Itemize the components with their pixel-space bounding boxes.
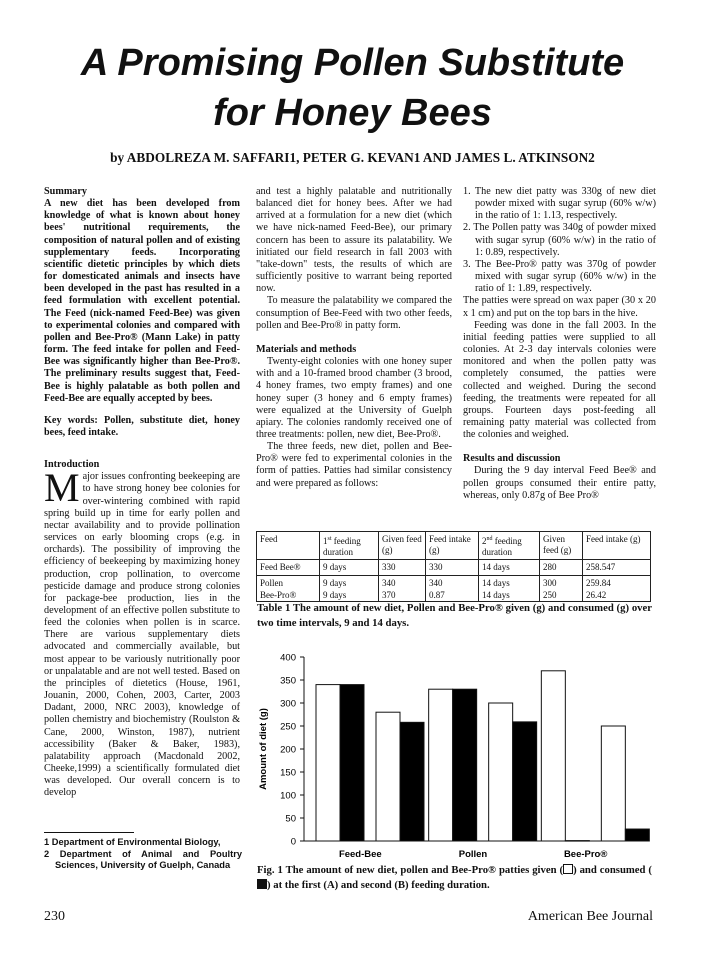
table-header-row	[257, 532, 651, 560]
table-cell: 14 days	[479, 575, 540, 590]
bar-consumed	[453, 689, 477, 841]
table-cell: 330	[426, 560, 479, 576]
col2-paragraph-1: and test a highly palatable and nutritionally balanced diet for honey bees. After we had arrived at a formulation for a new diet (which we have nick-named Feed-Bee), our primary concern has been to assure its palatability. We initiated our field research in fall 2003 with "take-down" tests, the results of which are sufficiently positive to warrant being reported now.	[256, 186, 452, 295]
y-tick-label: 350	[280, 675, 296, 687]
list-item-3: 3. The Bee-Pro® patty was 370g of powder mixed with sugar syrup (60% w/w) in the ratio of 1: 1.89, respectively.	[463, 258, 656, 295]
y-axis-label: Amount of diet (g)	[258, 708, 269, 790]
footnote-rule	[44, 832, 134, 833]
consumed-legend-swatch	[257, 879, 267, 889]
bar-consumed	[400, 722, 424, 841]
title-line-1: A Promising Pollen Substitute	[80, 42, 625, 84]
table-cell: Bee-Pro®	[257, 590, 320, 601]
summary-text: A new diet has been developed from knowledge of what is known about honey bees' nutritional requirements, the composition of natural pollen and of existing supplementary feeds. Incorporating scientific dietetic principles by which diets for domesticated animals and insects have been developed in the past has resulted in a feed formulation with excellent potential. The Feed (nick-named Feed-Bee) was given to experimental colonies and compared with pollen and Bee-Pro® (Mann Lake) in patty form. The feed intake for pollen and Feed-Bee was significantly higher than Bee-Pro®. The preliminary results suggest that, Feed-Bee is highly palatable as both pollen and Feed-Bee are equally accepted by bees.	[44, 198, 240, 404]
column-1	[44, 186, 240, 800]
table-cell: 258.547	[583, 560, 651, 576]
table-cell: 340	[379, 575, 426, 590]
dropcap-letter: M	[44, 465, 80, 511]
table-caption: Table 1 The amount of new diet, Pollen and Bee-Pro® given (g) and consumed (g) over two time intervals, 9 and 14 days.	[257, 602, 652, 629]
table-cell: 370	[379, 590, 426, 601]
table-cell: 14 days	[479, 560, 540, 576]
table-header-cell: Feed intake (g)	[426, 532, 479, 560]
bar-consumed	[625, 829, 649, 841]
table-cell: 14 days	[479, 590, 540, 601]
methods-heading: Materials and methods	[256, 343, 357, 355]
bar-given	[541, 671, 565, 841]
bar-given	[376, 712, 400, 841]
x-tick-label: Pollen	[458, 849, 488, 860]
table-row	[257, 590, 651, 601]
y-tick-label: 250	[280, 721, 296, 733]
y-tick-label: 0	[290, 836, 296, 848]
y-tick-label: 300	[280, 698, 296, 710]
table-cell: 300	[540, 575, 583, 590]
x-tick-label: Bee-Pro®	[563, 849, 608, 860]
footnote-1: 1 Department of Environmental Biology,	[44, 837, 221, 847]
data-table	[256, 531, 651, 602]
byline: by ABDOLREZA M. SAFFARI1, PETER G. KEVAN1 AND JAMES L. ATKINSON2	[110, 150, 595, 165]
table-header-cell: 2nd feeding duration	[479, 532, 540, 560]
col2-paragraph-2: To measure the palatability we compared the consumption of Bee-Feed with two other feeds, pollen and Bee-Pro® in patty form.	[256, 295, 452, 331]
bar-consumed	[513, 722, 537, 841]
table-row	[257, 575, 651, 590]
table-cell: 280	[540, 560, 583, 576]
table-cell: 9 days	[320, 575, 379, 590]
table-cell: 0.87	[426, 590, 479, 601]
table-header-cell: 1st feeding duration	[320, 532, 379, 560]
table-cell: 330	[379, 560, 426, 576]
y-tick-label: 100	[280, 790, 296, 802]
introduction-body: ajor issues confronting beekeeping are to have strong honey bee colonies for over-wintering combined with rapid spring build up in time for early pollen and nectar availability and to provide pollination services on early blooming crops (e.g. in orchards). The possibility of improving the efficiency of beekeeping by maximizing honey production, crop pollination, to overcome pesticide damage and produce strong colonies for package-bee production, lies in the development of an effective pollen substitute to feed the colonies when pollen is in scarce. There are various supplementary diets advocated and commercially available, but most appear to be variously nutritionally poor or unpalatable and are not well tested. Based on the principles of dietetics (House, 1961, Jouanin, 2000, Cohen, 2003, Carter, 2003 Dadant, 2000, NRC 2003), knowledge of pollen chemistry and biochemistry (Roulston & Cane, 2000, Winston, 1987), nutrient accessibility (Baker & Baker, 1983), palatability approach (Macdonald 2002, Cheeke,1999) a scientifically formulated diet was developed. Our overall concern is to develop	[44, 471, 240, 799]
figure-caption-part-3: ) at the first (A) and second (B) feeding duration.	[267, 878, 490, 891]
table-cell: Pollen	[257, 575, 320, 590]
introduction-heading: Introduction	[44, 459, 100, 471]
list-item-2: 2. The Pollen patty was 340g of powder mixed with sugar syrup (60% w/w) in the ratio of 1: 0.89, respectively.	[463, 222, 656, 258]
keywords: Key words: Pollen, substitute diet, honey bees, feed intake.	[44, 414, 240, 438]
table-cell: 340	[426, 575, 479, 590]
footnotes	[44, 832, 242, 872]
table-row	[257, 560, 651, 576]
results-heading: Results and discussion	[463, 453, 561, 465]
page-number: 230	[44, 909, 65, 924]
summary-heading: Summary	[44, 186, 88, 197]
y-tick-label: 150	[280, 767, 296, 779]
table-header-cell: Given feed (g)	[540, 532, 583, 560]
footnote-2: 2 Department of Animal and Poultry Sciences, University of Guelph, Canada	[44, 848, 242, 871]
title-line-2: for Honey Bees	[213, 92, 492, 134]
y-tick-label: 400	[280, 652, 296, 664]
list-item-1: 1. The new diet patty was 330g of new diet powder mixed with sugar syrup (60% w/w) in the ratio of 1: 1.13, respectively.	[463, 186, 656, 222]
table-cell: 26.42	[583, 590, 651, 601]
col3-paragraph-3: During the 9 day interval Feed Bee® and pollen groups consumed their entire patty, whereas, only 0.87g of Bee Pro®	[463, 465, 656, 501]
table-cell: 250	[540, 590, 583, 601]
y-tick-label: 200	[280, 744, 296, 756]
figure-caption-part-2: ) and consumed (	[573, 864, 652, 876]
article-title	[0, 38, 705, 138]
y-tick-label: 50	[285, 813, 296, 825]
col3-paragraph-1: The patties were spread on wax paper (30 x 20 x 1 cm) and put on the top bars in the hive.	[463, 295, 656, 319]
figure-caption	[257, 863, 652, 892]
bar-given	[601, 726, 625, 841]
column-3	[463, 186, 656, 502]
table-header-cell: Given feed (g)	[379, 532, 426, 560]
column-2	[256, 186, 452, 490]
bar-chart	[252, 646, 657, 866]
table-cell: 259.84	[583, 575, 651, 590]
table-header-cell: Feed	[257, 532, 320, 560]
table-cell: Feed Bee®	[257, 560, 320, 576]
table-cell: 9 days	[320, 590, 379, 601]
journal-name: American Bee Journal	[527, 909, 653, 924]
bar-consumed	[565, 841, 589, 842]
col2-paragraph-3: Twenty-eight colonies with one honey super with and a 10-framed brood chamber (3 brood, 4 honey frames, two empty frames) and one honey super (3 honey and 6 empty frames) were equalized at the University of Guelph apiary. The colonies randomly received one of three treatments: pollen, new diet, Bee-Pro®.	[256, 356, 452, 440]
col3-paragraph-2: Feeding was done in the fall 2003. In the initial feeding patties were supplied to all colonies. At 2-3 day intervals colonies were monitored and when the pollen patty was completely consumed, the patties were collected and weighed. During the second feeding, the treatments were repeated for all groups. Fourteen days post-feeding all remaining patty material was collected from the colonies and weighed.	[463, 319, 656, 441]
table-cell: 9 days	[320, 560, 379, 576]
x-tick-label: Feed-Bee	[338, 849, 382, 860]
table-header-cell: Feed intake (g)	[583, 532, 651, 560]
bar-given	[316, 685, 340, 841]
col2-paragraph-4: The three feeds, new diet, pollen and Bee-Pro® were fed to experimental colonies in the form of patties. Patties had similar consistency and were prepared as follows:	[256, 441, 452, 489]
given-legend-swatch	[563, 864, 573, 874]
bar-given	[489, 703, 513, 841]
bar-consumed	[340, 685, 364, 841]
figure-caption-part-1: Fig. 1 The amount of new diet, pollen and Bee-Pro® patties given (	[257, 864, 564, 876]
bar-given	[429, 689, 453, 841]
